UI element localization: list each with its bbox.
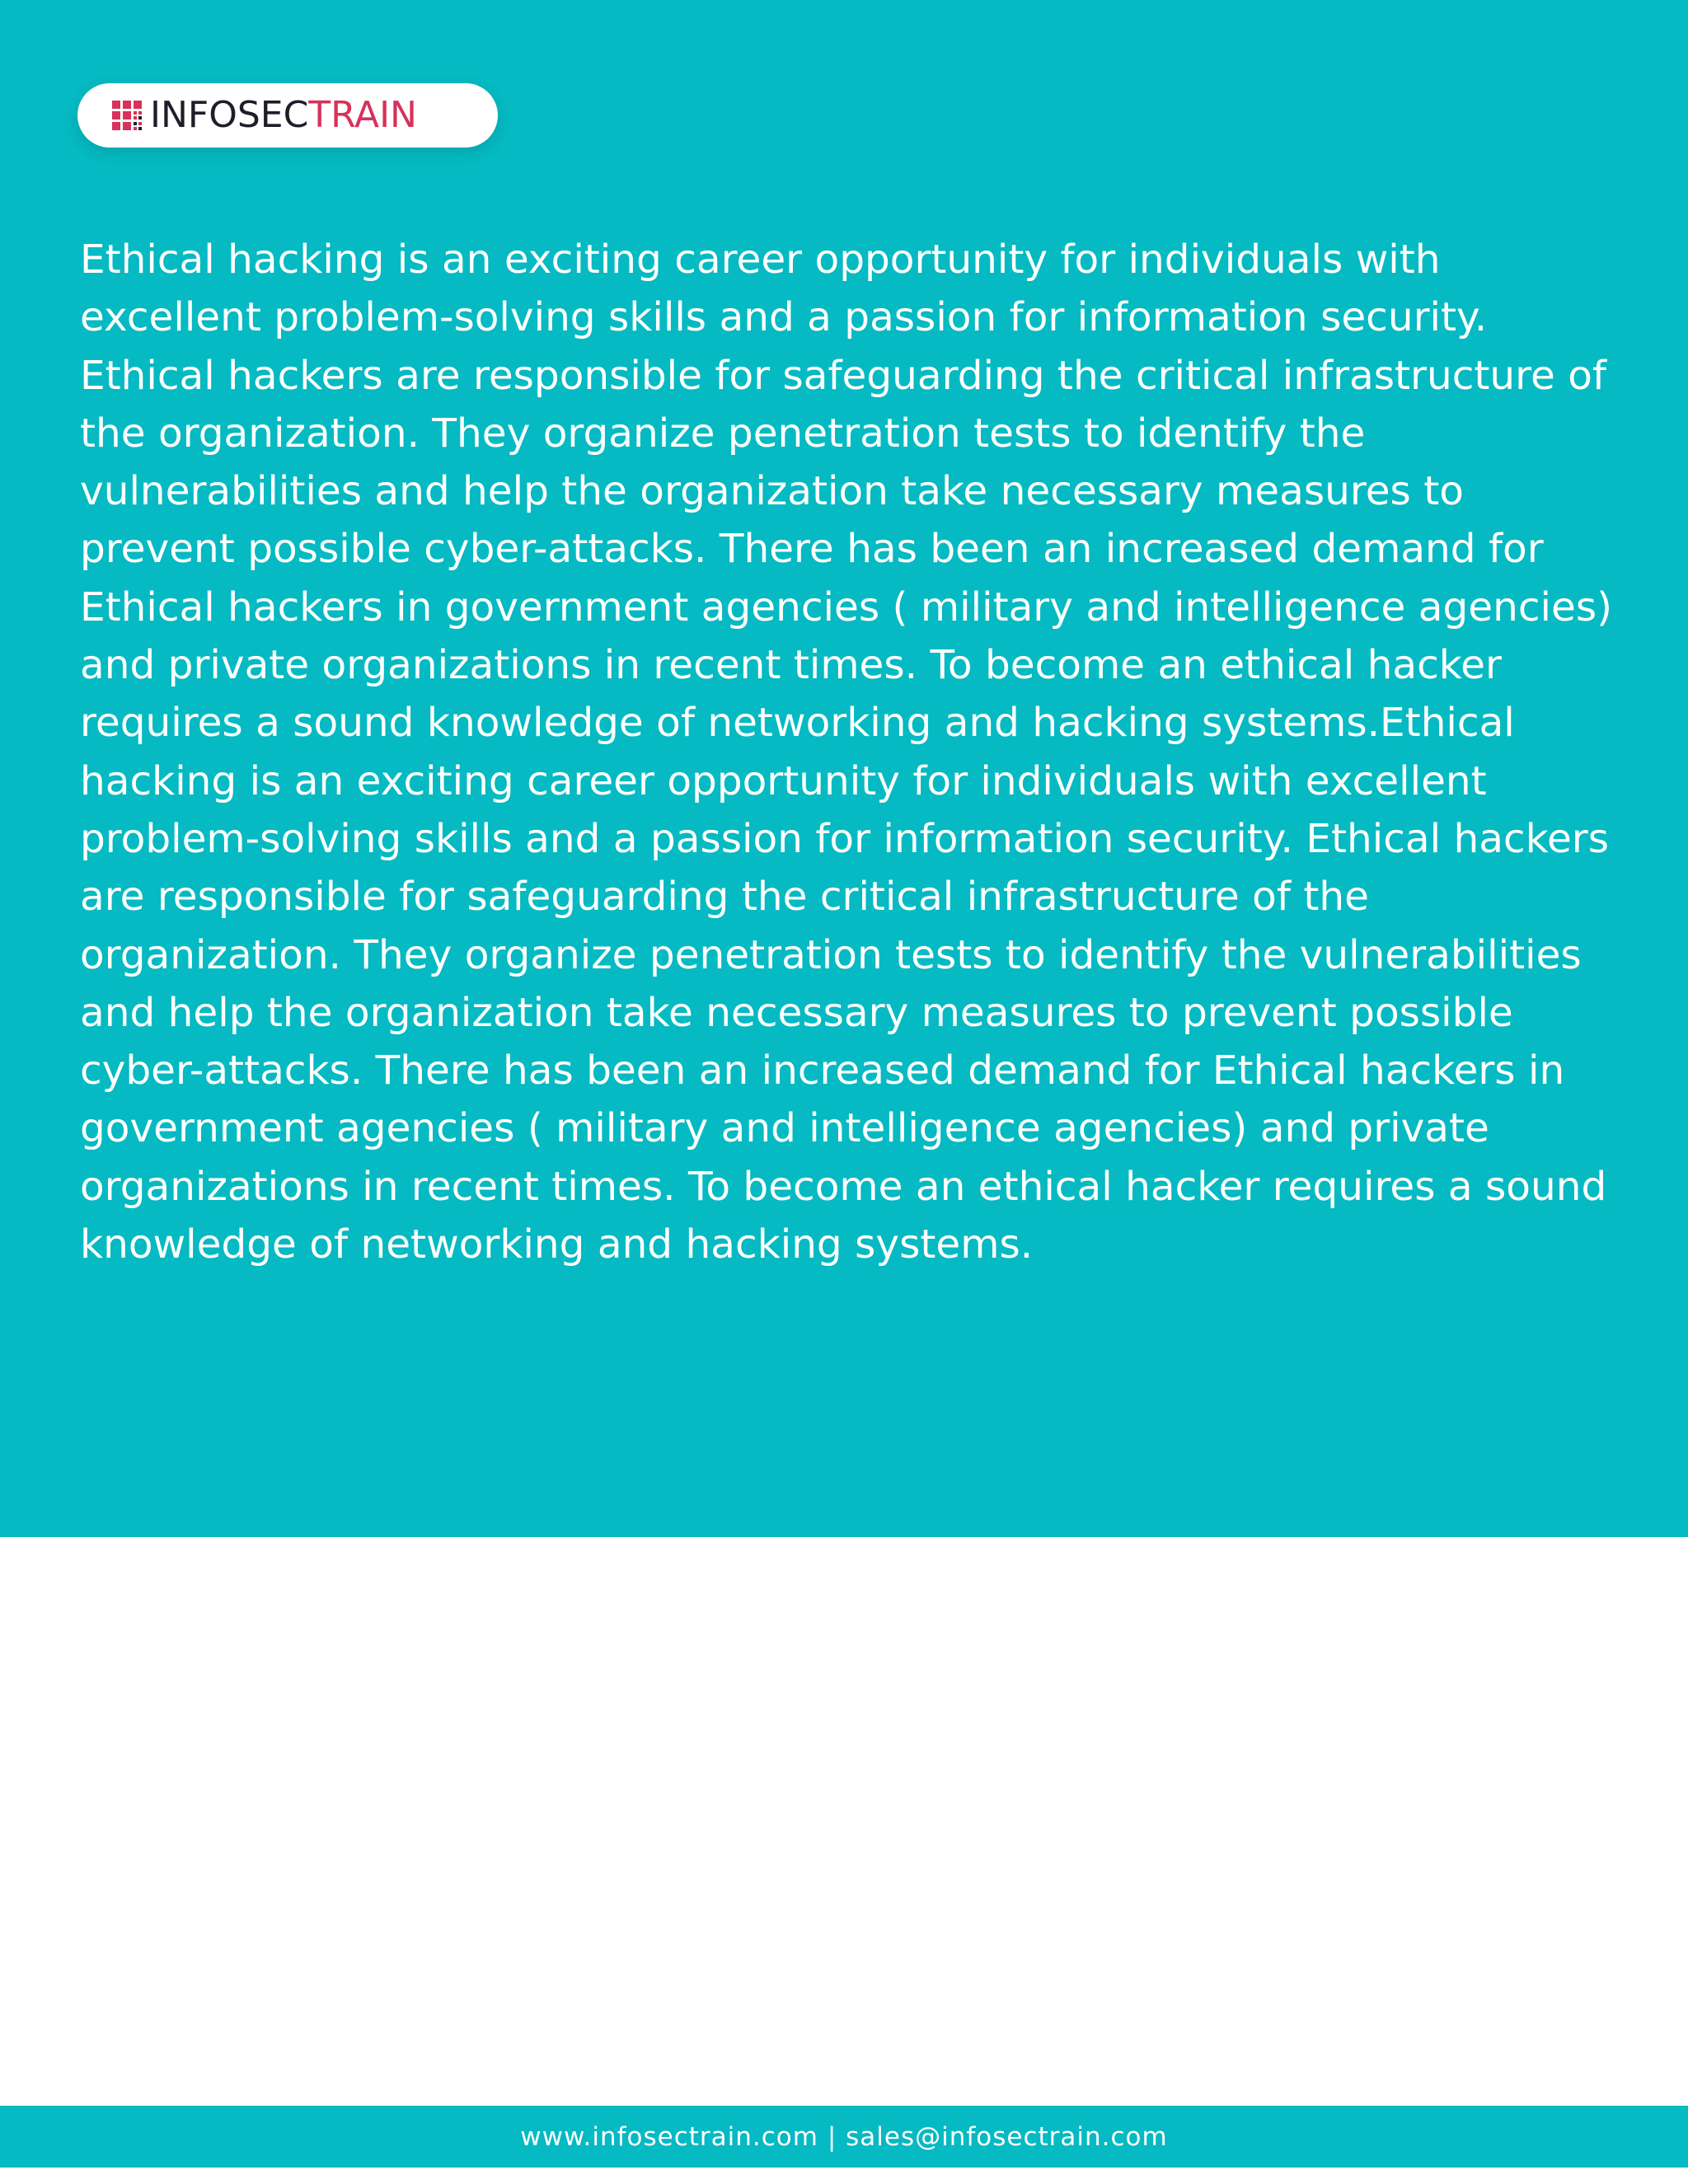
footer-contact: www.infosectrain.com | sales@infosectrain.com: [520, 2121, 1168, 2152]
brand-logo: [77, 83, 498, 148]
body-paragraph: Ethical hacking is an exciting career opportunity for individuals with excellent problem-solving skills and a passion for information security. Ethical hackers are responsible for safeguarding the critical infrastructure of the organization. They organize penetration tests to identify the vulnerabilities and help the organization take necessary measures to prevent possible cyber-attacks. There has been an increased demand for Ethical hackers in government agencies ( military and intelligence agencies) and private organizations in recent times. To become an ethical hacker requires a sound knowledge of networking and hacking systems.Ethical hacking is an exciting career opportunity for individuals with excellent problem-solving skills and a passion for information security. Ethical hackers are responsible for safeguarding the critical infrastructure of the organization. They organize penetration tests to identify the vulnerabilities and help the organization take necessary measures to prevent possible cyber-attacks. There has been an increased demand for Ethical hackers in government agencies ( military and intelligence agencies) and private organizations in recent times. To become an ethical hacker requires a sound knowledge of networking and hacking systems.: [80, 237, 1613, 1268]
logo-wordmark: [150, 94, 417, 136]
footer-bar: [0, 2106, 1688, 2168]
logo-text-accent: TRAIN: [308, 94, 417, 136]
grid-logo-icon: [112, 101, 142, 130]
logo-text-dark: INFOSEC: [150, 94, 309, 136]
